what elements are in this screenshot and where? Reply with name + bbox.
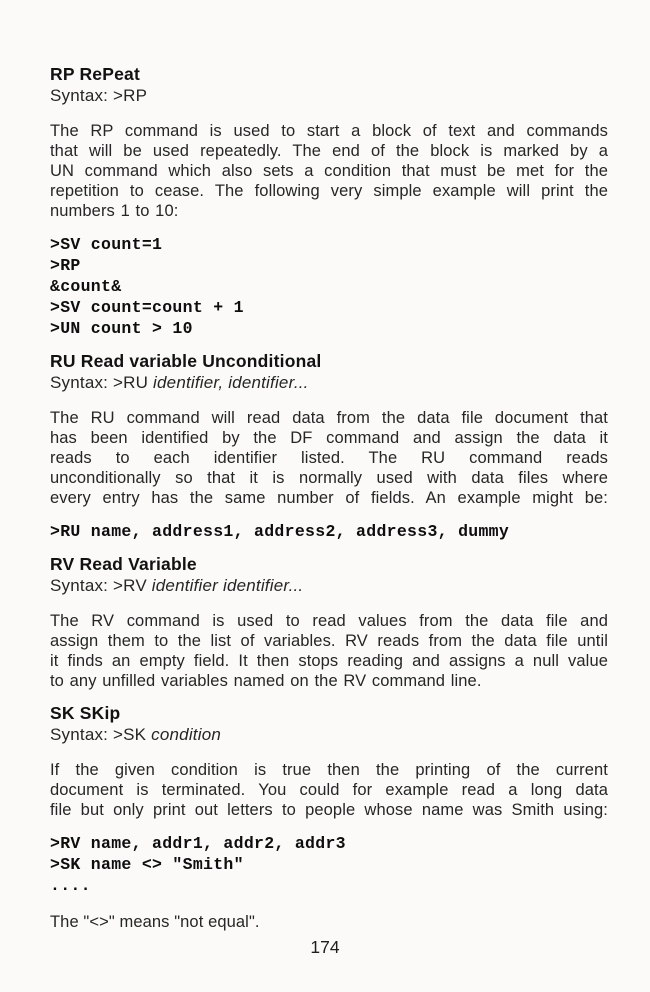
section-heading: RU Read variable Unconditional	[50, 351, 322, 371]
syntax-argument: identifier, identifier...	[153, 373, 309, 392]
code-line: &count&	[50, 277, 122, 296]
code-line: >RU name, address1, address2, address3, dummy	[50, 522, 510, 541]
paragraph	[50, 760, 608, 820]
paragraph-line: The RP command is used to start a block of text and commands	[50, 122, 608, 140]
paragraph-line: has been identified by the DF command and assign the data it	[50, 429, 608, 447]
code-line: >UN count > 10	[50, 319, 193, 338]
code-line: >RV name, addr1, addr2, addr3	[50, 834, 346, 853]
syntax-argument: identifier identifier...	[151, 576, 304, 595]
paragraph	[50, 121, 608, 221]
section-ru-read-variable-unconditional	[50, 351, 608, 542]
syntax-text: Syntax: >RU	[50, 373, 154, 392]
code-line: >RP	[50, 256, 81, 275]
section-heading: SK SKip	[50, 703, 121, 723]
paragraph-line: If the given condition is true then the printing of the current	[50, 761, 608, 779]
paragraph-line: The RV command is used to read values from the data file and	[50, 612, 608, 630]
syntax-text: Syntax: >RP	[50, 86, 148, 105]
syntax-argument: condition	[151, 725, 222, 744]
page-number: 174	[310, 937, 340, 957]
syntax-text: Syntax: >RV	[50, 576, 152, 595]
paragraph-line: document is terminated. You could for example read a long data	[50, 781, 608, 799]
paragraph-line: to any unfilled variables named on the RV command line.	[50, 672, 482, 690]
section-heading: RP RePeat	[50, 64, 140, 84]
paragraph-line: reads to each identifier listed. The RU command reads	[50, 449, 608, 467]
paragraph	[50, 408, 608, 508]
syntax-line	[50, 576, 608, 596]
paragraph-line: numbers 1 to 10:	[50, 202, 179, 220]
section-heading: RV Read Variable	[50, 554, 197, 574]
code-line: >SV count=count + 1	[50, 298, 244, 317]
code-line: >SV count=1	[50, 235, 163, 254]
paragraph-line: unconditionally so that it is normally used with data files where	[50, 469, 608, 487]
section-rp-repeat	[50, 64, 608, 339]
code-block	[50, 521, 608, 542]
syntax-line	[50, 86, 608, 106]
syntax-line	[50, 725, 608, 745]
paragraph-line: that will be used repeatedly. The end of the block is marked by a	[50, 142, 608, 160]
footnote-text: The "<>" means "not equal".	[50, 913, 260, 931]
paragraph-line: repetition to cease. The following very simple example will print the	[50, 182, 608, 200]
paragraph-line: every entry has the same number of fields. An example might be:	[50, 489, 608, 507]
syntax-text: Syntax: >SK	[50, 725, 152, 744]
code-line: >SK name <> "Smith"	[50, 855, 244, 874]
paragraph-line: it finds an empty field. It then stops reading and assigns a null value	[50, 652, 608, 670]
paragraph-line: The RU command will read data from the data file document that	[50, 409, 608, 427]
section-sk-skip	[50, 703, 608, 932]
paragraph-line: file but only print out letters to people whose name was Smith using:	[50, 801, 608, 819]
paragraph-line: assign them to the list of variables. RV reads from the data file until	[50, 632, 608, 650]
code-line: ....	[50, 876, 91, 895]
code-block	[50, 833, 608, 896]
paragraph	[50, 611, 608, 691]
syntax-line	[50, 373, 608, 393]
paragraph-line: UN command which also sets a condition that must be met for the	[50, 162, 608, 180]
section-rv-read-variable	[50, 554, 608, 691]
code-block	[50, 234, 608, 339]
